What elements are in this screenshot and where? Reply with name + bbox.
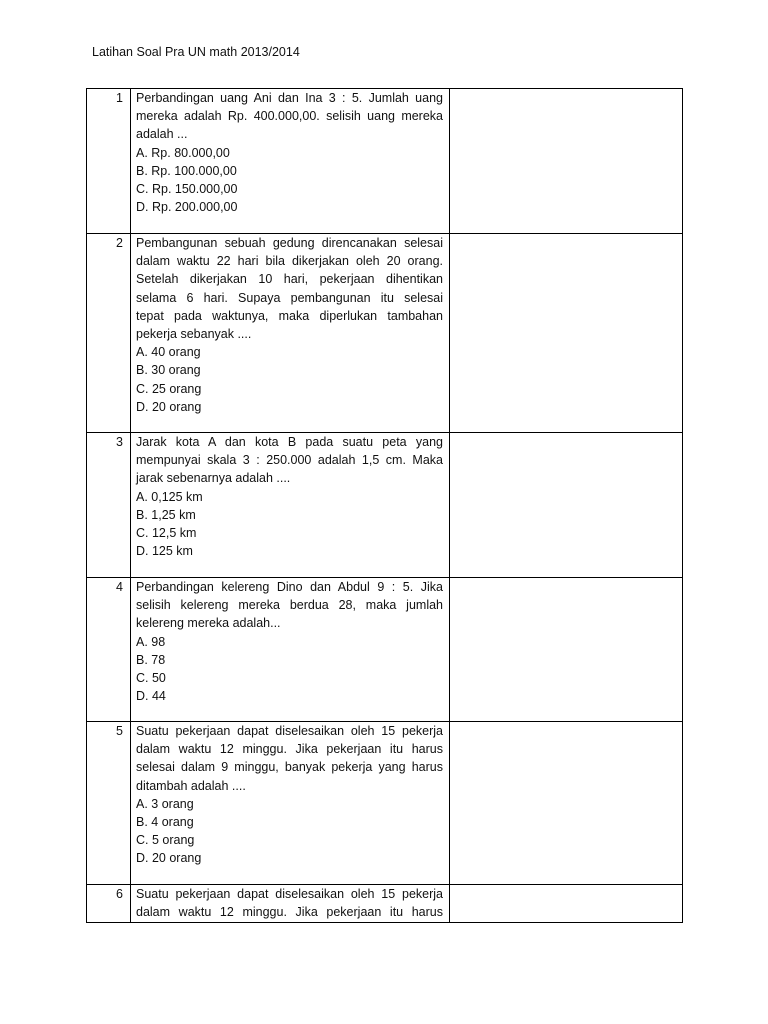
question-line: kelereng mereka adalah... — [136, 616, 281, 631]
answer-option: D. 125 km — [136, 544, 193, 559]
document-header: Latihan Soal Pra UN math 2013/2014 — [92, 45, 300, 59]
question-cell — [131, 89, 450, 233]
question-line: pekerja sebanyak .... — [136, 327, 252, 342]
question-line: dalam waktu 22 hari bila dikerjakan oleh 20 orang. — [136, 254, 443, 269]
question-line: jarak sebenarnya adalah .... — [136, 471, 291, 486]
answer-option: A. Rp. 80.000,00 — [136, 145, 230, 160]
answer-option: B. 4 orang — [136, 815, 194, 830]
question-number: 6 — [87, 885, 131, 922]
answer-option: B. 1,25 km — [136, 507, 196, 522]
question-line: mempunyai skala 3 : 250.000 adalah 1,5 cm. Maka — [136, 453, 443, 468]
question-line: Suatu pekerjaan dapat diselesaikan oleh 15 pekerja — [136, 724, 443, 738]
question-line: Suatu pekerjaan dapat diselesaikan oleh 15 pekerja — [136, 887, 443, 901]
question-row-4 — [87, 578, 682, 722]
question-line: Pembangunan sebuah gedung direncanakan selesai — [136, 236, 443, 250]
answer-option: D. Rp. 200.000,00 — [136, 200, 238, 215]
answer-option: A. 98 — [136, 634, 166, 649]
answer-option: C. 50 — [136, 671, 166, 686]
question-cell — [131, 578, 450, 721]
answer-option: C. 25 orang — [136, 381, 202, 396]
answer-option: B. Rp. 100.000,00 — [136, 163, 237, 178]
question-row-1 — [87, 89, 682, 234]
question-line: selesai dalam 9 minggu, banyak pekerja yang harus — [136, 760, 443, 775]
answer-option: D. 20 orang — [136, 851, 202, 866]
question-number: 1 — [87, 89, 131, 233]
question-number: 4 — [87, 578, 131, 721]
question-cell — [131, 234, 450, 432]
answer-cell — [450, 89, 682, 233]
question-line: mereka adalah Rp. 400.000,00. selisih uang mereka — [136, 109, 443, 124]
answer-option: C. 12,5 km — [136, 526, 197, 541]
answer-cell — [450, 722, 682, 884]
question-line: Jarak kota A dan kota B pada suatu peta yang — [136, 435, 443, 449]
question-line: selisih kelereng mereka berdua 28, maka jumlah — [136, 598, 443, 613]
question-table — [86, 88, 683, 923]
question-line: Setelah dikerjakan 10 hari, pekerjaan dihentikan — [136, 272, 443, 287]
question-number: 5 — [87, 722, 131, 884]
question-row-2 — [87, 234, 682, 433]
question-line: dalam waktu 12 minggu. Jika pekerjaan itu harus — [136, 905, 443, 920]
question-line: ditambah adalah .... — [136, 778, 246, 793]
question-line: Perbandingan uang Ani dan Ina 3 : 5. Jumlah uang — [136, 91, 443, 105]
answer-cell — [450, 234, 682, 432]
answer-option: A. 40 orang — [136, 345, 201, 360]
question-number: 3 — [87, 433, 131, 577]
answer-option: A. 0,125 km — [136, 489, 203, 504]
answer-cell — [450, 433, 682, 577]
question-line: selama 6 hari. Supaya pembangunan itu selesai — [136, 290, 443, 305]
question-line: tepat pada waktunya, maka diperlukan tambahan — [136, 308, 443, 323]
question-line: dalam waktu 12 minggu. Jika pekerjaan itu harus — [136, 742, 443, 757]
answer-cell — [450, 885, 682, 922]
answer-cell — [450, 578, 682, 721]
question-number: 2 — [87, 234, 131, 432]
question-cell — [131, 433, 450, 577]
question-row-6 — [87, 885, 682, 923]
answer-option: C. Rp. 150.000,00 — [136, 182, 238, 197]
answer-option: C. 5 orang — [136, 833, 195, 848]
question-cell — [131, 722, 450, 884]
question-row-5 — [87, 722, 682, 885]
answer-option: B. 78 — [136, 652, 166, 667]
question-row-3 — [87, 433, 682, 578]
question-cell — [131, 885, 450, 922]
answer-option: A. 3 orang — [136, 796, 194, 811]
answer-option: B. 30 orang — [136, 363, 201, 378]
question-line: adalah ... — [136, 127, 188, 142]
answer-option: D. 44 — [136, 689, 166, 704]
answer-option: D. 20 orang — [136, 399, 202, 414]
question-line: Perbandingan kelereng Dino dan Abdul 9 : 5. Jika — [136, 580, 443, 594]
